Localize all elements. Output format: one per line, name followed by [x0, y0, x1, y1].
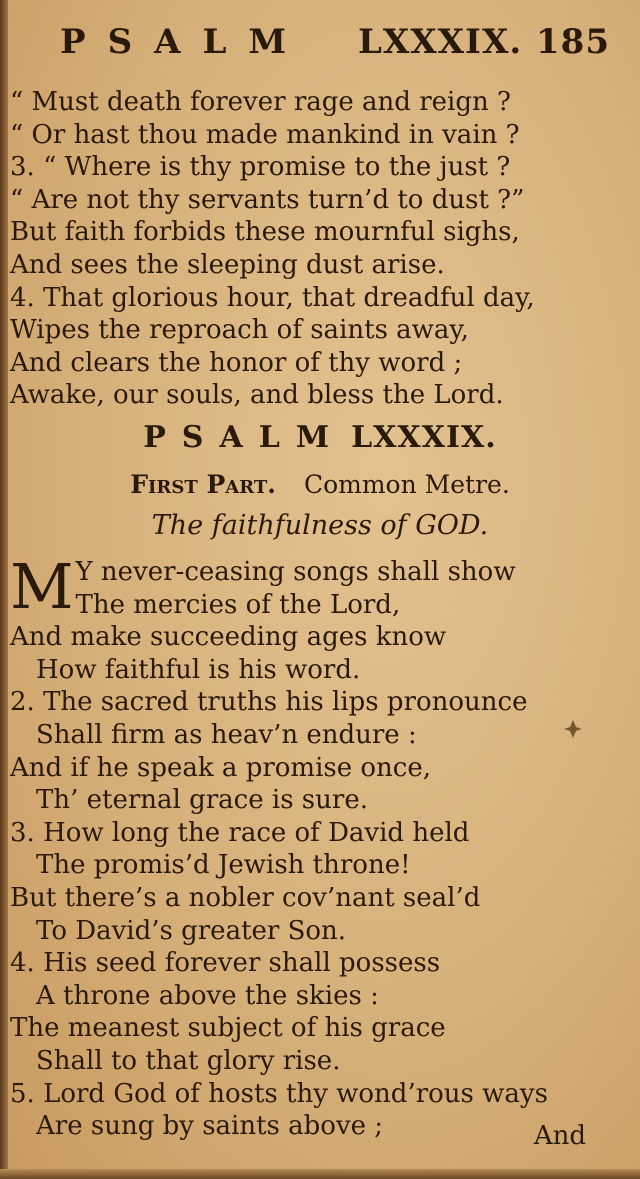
metre-label: Common Metre.: [303, 470, 510, 499]
new-psalm-verses: [10, 550, 630, 1143]
verse-line: To David’s greater Son.: [36, 915, 347, 946]
verse-line: 3. How long the race of David held: [10, 817, 470, 848]
verse-line: The mercies of the Lord,: [75, 589, 401, 620]
verse-line: And make succeeding ages know: [10, 622, 447, 653]
verse-line: 3. “ Where is thy promise to the just ?: [10, 152, 511, 183]
verse-line: Shall to that glory rise.: [36, 1045, 341, 1076]
running-head-title: PSALM: [60, 22, 309, 62]
page-bottom-edge: [0, 1169, 640, 1179]
verse-line: Th’ eternal grace is sure.: [36, 785, 368, 816]
psalm-heading-word: PSALM: [143, 420, 346, 455]
verse-line: Awake, our souls, and bless the Lord.: [10, 380, 504, 411]
verse-line: A throne above the skies :: [36, 980, 379, 1011]
verse-line: And if he speak a promise once,: [10, 752, 431, 783]
psalm-subject: The faithfulness of GOD.: [151, 510, 489, 541]
running-head: [60, 22, 610, 66]
verse-line: Are sung by saints above ;: [36, 1111, 384, 1142]
verse-line: “ Or hast thou made mankind in vain ?: [10, 119, 520, 150]
psalm-heading: [0, 420, 640, 455]
verse-line: “ Must death forever rage and reign ?: [10, 87, 511, 117]
drop-cap: M: [10, 550, 74, 623]
catchword: And: [533, 1121, 586, 1151]
verse-line: Shall firm as heav’n endure :: [36, 719, 417, 750]
verse-line: But faith forbids these mournful sighs,: [10, 217, 520, 248]
verse-line: 4. That glorious hour, that dreadful day,: [10, 282, 535, 313]
part-heading: [0, 470, 640, 499]
verse-line: How faithful is his word.: [36, 654, 361, 685]
verse-line: The meanest subject of his grace: [10, 1013, 446, 1044]
running-head-numeral: LXXXIX.: [358, 22, 523, 62]
verse-line: 4. His seed forever shall possess: [10, 948, 441, 979]
verse-line: But there’s a nobler cov’nant seal’d: [10, 882, 481, 913]
verse-line: 2. The sacred truths his lips pronounce: [10, 687, 528, 718]
previous-psalm-verses: [10, 86, 630, 412]
first-line-text: Y never-ceasing songs shall show: [75, 557, 516, 587]
verse-line: The promis’d Jewish throne!: [36, 850, 411, 881]
part-label: First Part.: [130, 470, 276, 499]
psalm-heading-numeral: LXXXIX.: [351, 420, 497, 455]
new-psalm-lines: [10, 589, 630, 1143]
page-number: 185: [536, 22, 610, 62]
printer-ornament-mark: [562, 718, 584, 740]
verse-line: And clears the honor of thy word ;: [10, 347, 463, 378]
verse-line: “ Are not thy servants turn’d to dust ?”: [10, 184, 525, 215]
verse-line: 5. Lord God of hosts thy wond’rous ways: [10, 1078, 548, 1109]
verse-line: And sees the sleeping dust arise.: [10, 249, 445, 280]
page-binding-edge: [0, 0, 8, 1179]
verse-line: Wipes the reproach of saints away,: [10, 315, 469, 346]
